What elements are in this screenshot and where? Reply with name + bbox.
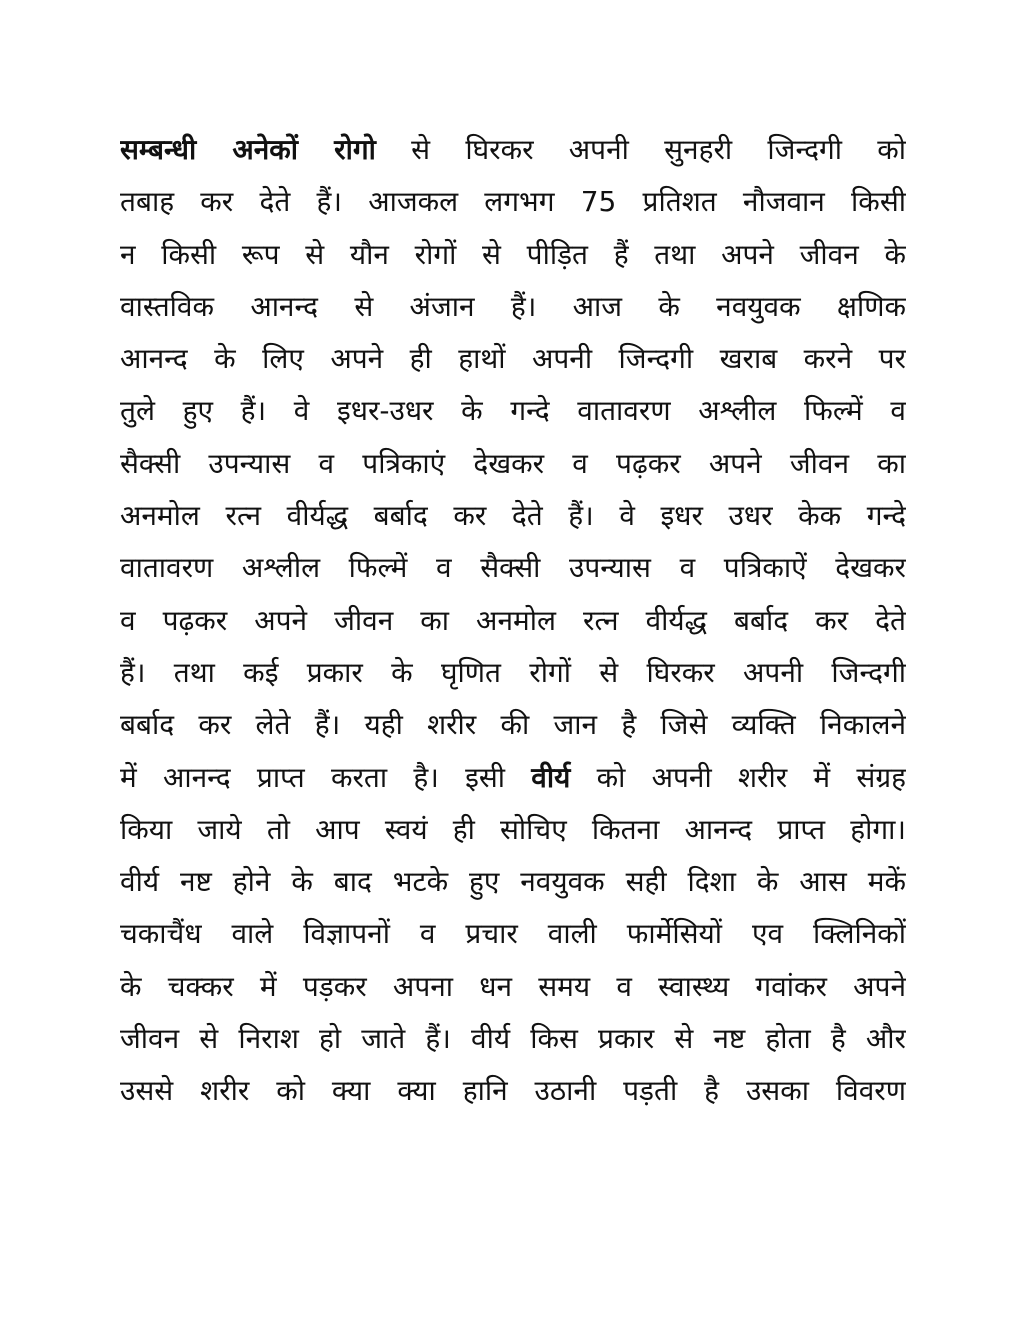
- text-line: [120, 542, 906, 594]
- line-text: वातावरण अश्लील फिल्में व सैक्सी उपन्यास व पत्रिकाऐं देखकर: [120, 551, 906, 585]
- text-line: [120, 490, 906, 542]
- text-line: [120, 176, 906, 228]
- body-paragraph: [120, 124, 906, 1118]
- line-text: सैक्सी उपन्यास व पत्रिकाएं देखकर व पढ़कर अपने जीवन का: [120, 446, 906, 480]
- bold-text: वीर्य: [531, 760, 571, 794]
- text-line: [120, 124, 906, 176]
- line-text: जीवन से निराश हो जाते हैं। वीर्य किस प्रकार से नष्ट होता है और: [120, 1022, 906, 1056]
- text-line: [120, 333, 906, 385]
- line-text: उससे शरीर को क्या क्या हानि उठानी पड़ती है उसका विवरण: [120, 1074, 906, 1108]
- line-text: किया जाये तो आप स्वयं ही सोचिए कितना आनन्द प्राप्त होगा।: [120, 812, 906, 846]
- text-line: [120, 1013, 906, 1065]
- text-line: [120, 229, 906, 281]
- line-text: तबाह कर देते हैं। आजकल लगभग 75 प्रतिशत नौजवान किसी: [120, 185, 906, 219]
- line-text: आनन्द के लिए अपने ही हाथों अपनी जिन्दगी खराब करने पर: [120, 342, 906, 376]
- text-line: [120, 752, 906, 804]
- text-line: [120, 856, 906, 908]
- text-line: [120, 1065, 906, 1117]
- text-line: [120, 961, 906, 1013]
- text-line: [120, 281, 906, 333]
- line-text: तुले हुए हैं। वे इधर-उधर के गन्दे वातावरण अश्लील फिल्में व: [120, 394, 906, 428]
- line-text: में आनन्द प्राप्त करता है। इसी: [120, 760, 532, 794]
- text-line: [120, 385, 906, 437]
- line-text: को अपनी शरीर में संग्रह: [570, 760, 906, 794]
- text-line: [120, 595, 906, 647]
- line-text: व पढ़कर अपने जीवन का अनमोल रत्न वीर्यद्ध बर्बाद कर देते: [120, 603, 906, 637]
- line-text: के चक्कर में पड़कर अपना धन समय व स्वास्थ्य गवांकर अपने: [120, 969, 906, 1003]
- bold-text: सम्बन्धी अनेकों रोगो: [120, 133, 376, 166]
- line-text: अनमोल रत्न वीर्यद्ध बर्बाद कर देते हैं। वे इधर उधर केक गन्दे: [120, 499, 906, 533]
- line-text: बर्बाद कर लेते हैं। यही शरीर की जान है जिसे व्यक्ति निकालने: [120, 708, 906, 742]
- line-text: से घिरकर अपनी सुनहरी जिन्दगी को: [375, 133, 906, 166]
- line-text: हैं। तथा कई प्रकार के घृणित रोगों से घिरकर अपनी जिन्दगी: [120, 655, 906, 689]
- line-text: चकाचैंध वाले विज्ञापनों व प्रचार वाली फार्मेसियों एव क्लिनिकों: [120, 917, 906, 951]
- text-line: [120, 699, 906, 751]
- text-line: [120, 647, 906, 699]
- line-text: वास्तविक आनन्द से अंजान हैं। आज के नवयुवक क्षणिक: [120, 289, 906, 323]
- text-line: [120, 804, 906, 856]
- text-line: [120, 438, 906, 490]
- line-text: न किसी रूप से यौन रोगों से पीड़ित हैं तथा अपने जीवन के: [120, 237, 906, 271]
- text-line: [120, 908, 906, 960]
- line-text: वीर्य नष्ट होने के बाद भटके हुए नवयुवक सही दिशा के आस मकें: [120, 865, 906, 899]
